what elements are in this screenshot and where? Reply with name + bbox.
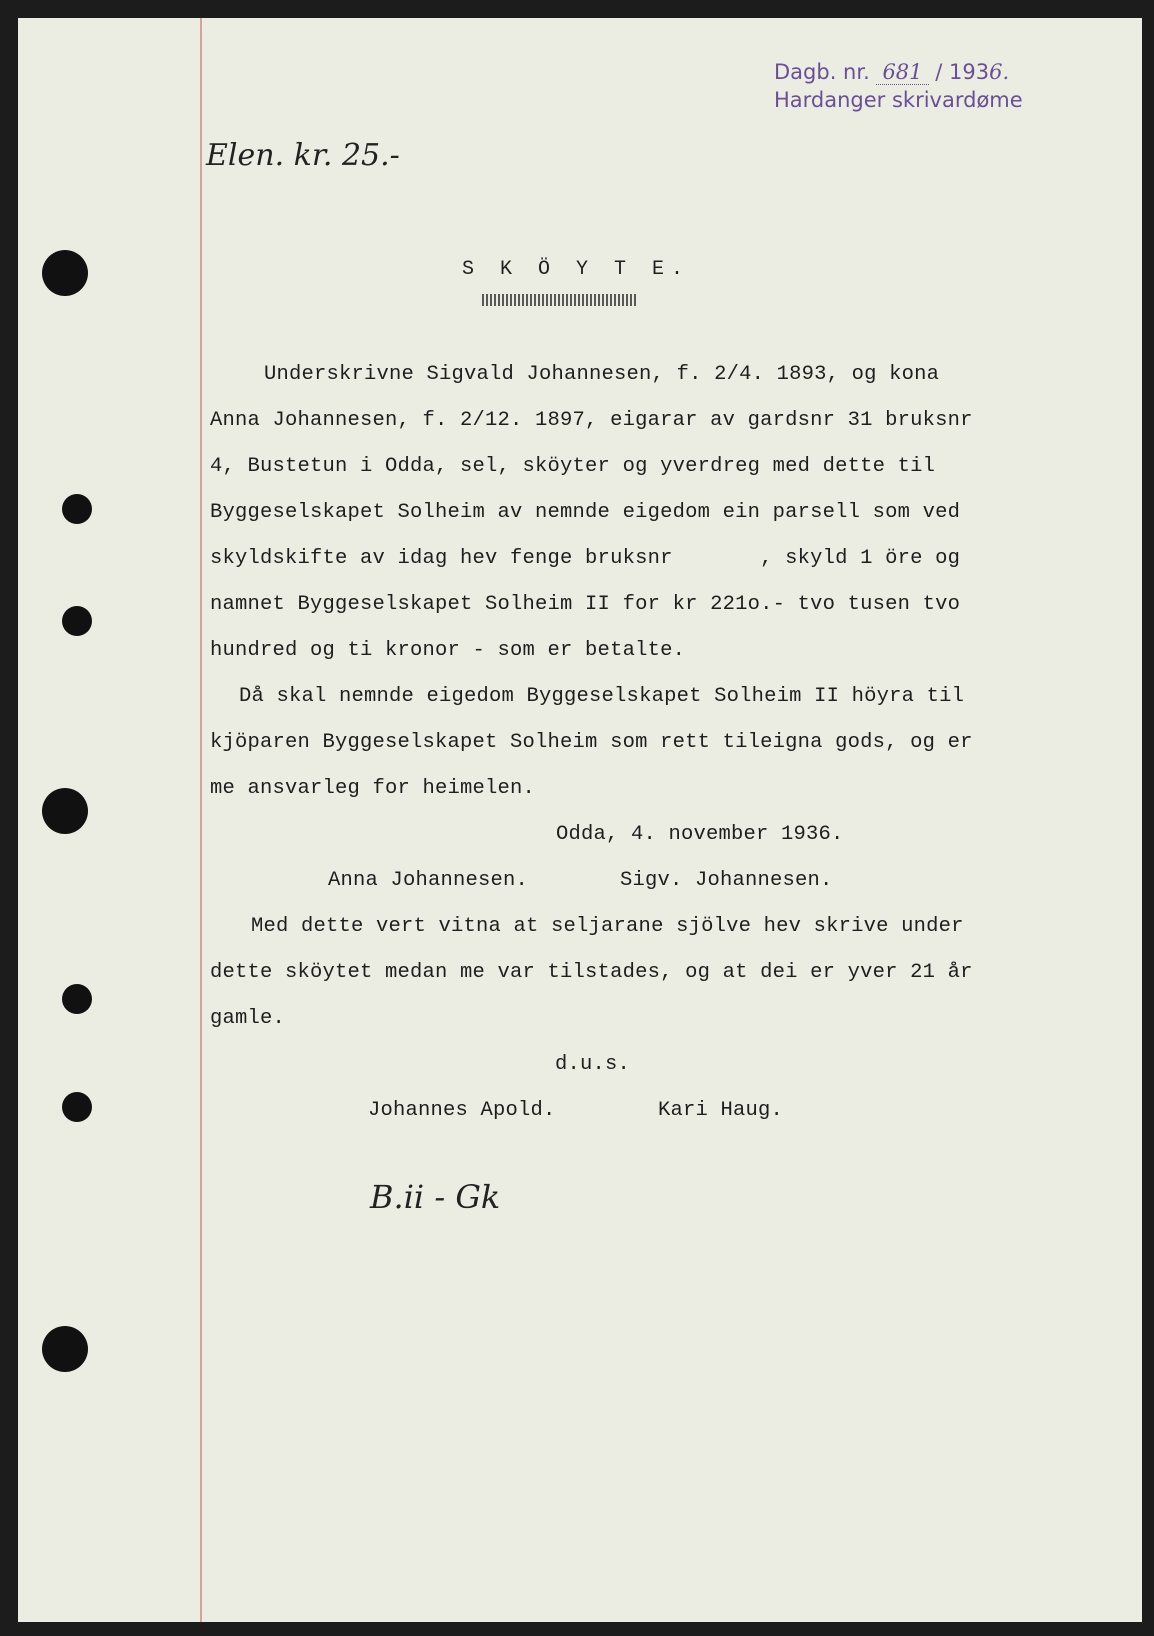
document-page [18,18,1142,1622]
title-underline [482,294,638,306]
punch-hole [42,1326,88,1372]
witness-signature-1: Johannes Apold. [368,1099,556,1122]
body-line-5: skyldskifte av idag hev fenge bruksnr , skyld 1 öre og [210,547,961,570]
fee-note: Elen. kr. 25.- [206,138,400,173]
closing: d.u.s. [555,1053,631,1076]
punch-hole [62,494,92,524]
body-line-6: namnet Byggeselskapet Solheim II for kr 221o.- tvo tusen tvo [210,593,961,616]
punch-hole [62,984,92,1014]
stamp-number: 681 [876,60,928,85]
punch-hole [42,250,88,296]
body-line-8: Då skal nemnde eigedom Byggeselskapet Solheim II höyra til [239,685,965,708]
journal-stamp-number [774,60,1009,85]
document-title: S K Ö Y T E. [462,258,691,281]
stamp-separator: / [935,60,943,84]
seller-signature-1: Anna Johannesen. [328,869,529,892]
body-line-9: kjöparen Byggeselskapet Solheim som rett tileigna gods, og er [210,731,973,754]
body-line-4: Byggeselskapet Solheim av nemnde eigedom ein parsell som ved [210,501,961,524]
witness-line-1: Med dette vert vitna at seljarane sjölve hev skrive under [251,915,964,938]
handwritten-initials: B.ii - Gk [370,1178,501,1216]
place-date: Odda, 4. november 1936. [556,823,844,846]
punch-hole [62,1092,92,1122]
margin-rule [200,18,202,1622]
punch-hole [42,788,88,834]
witness-signature-2: Kari Haug. [658,1099,784,1122]
stamp-prefix: Dagb. nr. [774,60,870,84]
body-line-3: 4, Bustetun i Odda, sel, sköyter og yverdreg med dette til [210,455,936,478]
journal-stamp-office: Hardanger skrivardøme [774,88,1023,112]
body-line-10: me ansvarleg for heimelen. [210,777,536,800]
stamp-year: 193 [948,60,990,84]
body-line-1: Underskrivne Sigvald Johannesen, f. 2/4. 1893, og kona [264,363,940,386]
witness-line-3: gamle. [210,1007,286,1030]
body-line-7: hundred og ti kronor - som er betalte. [210,639,686,662]
punch-hole [62,606,92,636]
body-line-2: Anna Johannesen, f. 2/12. 1897, eigarar av gardsnr 31 bruksnr [210,409,973,432]
witness-line-2: dette sköytet medan me var tilstades, og at dei er yver 21 år [210,961,973,984]
seller-signature-2: Sigv. Johannesen. [620,869,833,892]
stamp-year-hand: 6. [989,60,1010,84]
